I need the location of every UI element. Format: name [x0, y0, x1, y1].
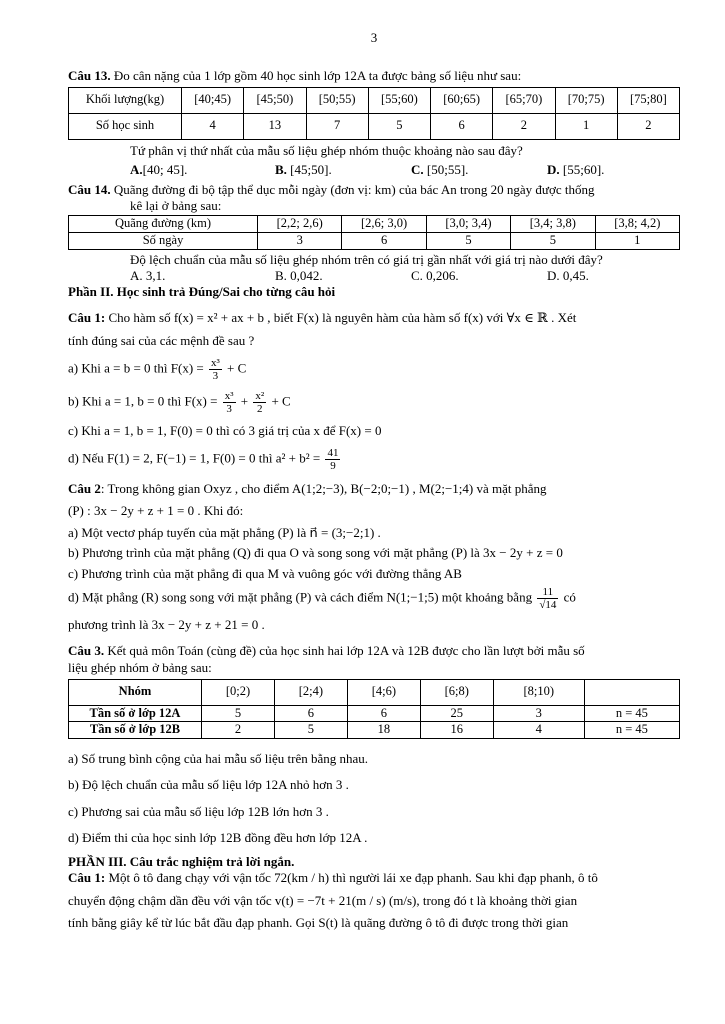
table-cell: 5	[368, 113, 430, 139]
table-cell: 5	[426, 232, 510, 249]
document-page	[68, 30, 680, 931]
part3-heading: PHẦN III. Câu trắc nghiệm trả lời ngắn.	[68, 854, 295, 869]
table-cell: 16	[420, 722, 493, 739]
table-cell: [3,0; 3,4)	[426, 215, 510, 232]
p2-c3-b: b) Độ lệch chuẩn của mẫu số liệu lớp 12A nhỏ hơn 3 .	[68, 777, 349, 793]
choice-d: D. [55;60].	[547, 161, 605, 177]
table-cell: n = 45	[584, 722, 679, 739]
table-cell: [75;80]	[617, 87, 679, 113]
table-cell: 3	[258, 232, 342, 249]
p2-c2-c: c) Phương trình của mặt phẳng đi qua M và vuông góc với đường thẳng AB	[68, 565, 462, 581]
table-cell: [2,2; 2,6)	[258, 215, 342, 232]
p2-c2-stem: Câu 2: Trong không gian Oxyz , cho điểm A(1;2;−3), B(−2;0;−1) , M(2;−1;4) và mặt phẳng	[68, 480, 547, 496]
table-cell: Khối lượng(kg)	[69, 87, 182, 113]
part2-heading: Phần II. Học sinh trả Đúng/Sai cho từng câu hỏi	[68, 284, 336, 299]
table-cell: 6	[347, 705, 420, 722]
table-cell: [2,6; 3,0)	[342, 215, 426, 232]
table-cell: [3,4; 3,8)	[511, 215, 595, 232]
q14-question: Độ lệch chuẩn của mẫu số liệu ghép nhóm trên có giá trị gần nhất với giá trị nào dưới đây?	[130, 251, 603, 267]
table-cell: 1	[595, 232, 679, 249]
table-cell: 5	[202, 705, 275, 722]
q13-choices	[68, 162, 680, 178]
p2-c1-c: c) Khi a = 1, b = 1, F(0) = 0 thì có 3 giá trị của x để F(x) = 0	[68, 423, 382, 439]
table-cell: 1	[555, 113, 617, 139]
q14-text2: kê lại ở bảng sau:	[130, 198, 222, 214]
p2-c1-a: a) Khi a = b = 0 thì F(x) = $\frac{\text{x³}}{3}$ + C	[68, 356, 247, 382]
table-row	[69, 722, 680, 739]
fraction: $\frac{\text{x³}}{3}$	[210, 356, 220, 382]
p2-c3-table	[68, 679, 680, 739]
p2-c3-c: c) Phương sai của mẫu số liệu lớp 12B lớn hơn 3 .	[68, 803, 329, 819]
choice-c: C. [50;55].	[411, 161, 469, 177]
table-cell: n = 45	[584, 705, 679, 722]
table-cell: 25	[420, 705, 493, 722]
fraction: $\frac{\text{x³}}{3}$	[224, 389, 234, 416]
q13-table	[68, 87, 680, 140]
p2-c3-a: a) Số trung bình cộng của hai mẫu số liệu trên bằng nhau.	[68, 751, 369, 766]
table-cell: 18	[347, 722, 420, 739]
table-cell: [55;60)	[368, 87, 430, 113]
q14-table	[68, 215, 680, 250]
choice-a: A.[40; 45].	[130, 161, 188, 177]
table-row	[69, 705, 680, 722]
table-cell: Quãng đường (km)	[69, 215, 258, 232]
table-cell: 6	[431, 113, 493, 139]
table-cell: Tần số ở lớp 12A	[69, 705, 202, 722]
table-cell: Số ngày	[69, 232, 258, 249]
table-cell: 5	[274, 722, 347, 739]
choice-d: D. 0,45.	[547, 267, 589, 283]
table-cell: 2	[493, 113, 555, 139]
p3-c1-line1: Câu 1: Một ô tô đang chạy với vận tốc 72(km / h) thì người lái xe đạp phanh. Sau khi đạp phanh, ô tô	[68, 870, 598, 886]
q13-label: Câu 13.	[68, 68, 111, 84]
choice-b: B. [45;50].	[275, 161, 332, 177]
table-cell: 5	[511, 232, 595, 249]
table-cell: [50;55)	[306, 87, 368, 113]
table-cell: 2	[617, 113, 679, 139]
table-cell: 7	[306, 113, 368, 139]
table-row	[69, 113, 680, 139]
table-cell: Số học sinh	[69, 113, 182, 139]
p2-c3-text2: liệu ghép nhóm ở bảng sau:	[68, 659, 212, 675]
table-cell: 2	[202, 722, 275, 739]
p2-c1-stem: Câu 1: Cho hàm số f(x) = x² + ax + b , biết F(x) là nguyên hàm của hàm số f(x) với ∀x ∈ ℝ . Xét	[68, 310, 577, 326]
q14-choices	[68, 268, 680, 284]
table-cell: [40;45)	[182, 87, 244, 113]
p2-c2-a: a) Một vectơ pháp tuyến của mặt phẳng (P) là n⃗ = (3;−2;1) .	[68, 525, 381, 541]
fraction: $\frac{41}{9}$	[327, 447, 339, 473]
table-cell: 4	[493, 722, 584, 739]
table-row	[69, 232, 680, 249]
table-cell: [60;65)	[431, 87, 493, 113]
choice-a: A. 3,1.	[130, 267, 166, 283]
table-cell: 4	[182, 113, 244, 139]
page-number: 3	[370, 30, 378, 45]
table-cell: [2;4)	[274, 679, 347, 705]
table-cell: [8;10)	[493, 679, 584, 705]
p3-c1-line2: chuyển động chậm dần đều với vận tốc v(t) = −7t + 21(m / s) (m/s), trong đó t là khoảng thời gian	[68, 892, 578, 908]
q14-label: Câu 14.	[68, 182, 111, 197]
table-cell: [4;6)	[347, 679, 420, 705]
table-cell: 6	[342, 232, 426, 249]
table-row	[69, 87, 680, 113]
table-cell: 3	[493, 705, 584, 722]
fraction: $\frac{11}{√14}$	[539, 585, 557, 611]
q13-stem	[68, 68, 680, 84]
choice-c: C. 0,206.	[411, 267, 459, 283]
p3-c1-line3: tính bằng giây kể từ lúc bắt đầu đạp phanh. Gọi S(t) là quãng đường ô tô đi được trong thời gian	[68, 914, 569, 930]
table-cell: 6	[274, 705, 347, 722]
p2-c2-d: d) Mặt phẳng (R) song song với mặt phẳng (P) và cách điểm N(1;−1;5) một khoảng bằng $\frac{11}{√14}$ có	[68, 585, 576, 611]
p2-c1-b: b) Khi a = 1, b = 0 thì F(x) = $\frac{\text{x³}}{3}$ + $\frac{\text{x²}}{2}$ + C	[68, 389, 291, 416]
table-row	[69, 215, 680, 232]
fraction: $\frac{\text{x²}}{2}$	[255, 389, 265, 416]
table-cell: [45;50)	[244, 87, 306, 113]
q13-question: Tứ phân vị thứ nhất của mẫu số liệu ghép nhóm thuộc khoảng nào sau đây?	[130, 142, 523, 158]
choice-b: B. 0,042.	[275, 267, 323, 283]
table-cell: [6;8)	[420, 679, 493, 705]
table-cell: [3,8; 4,2)	[595, 215, 679, 232]
p2-c3-stem: Câu 3. Kết quả môn Toán (cùng đề) của học sinh hai lớp 12A và 12B được cho lần lượt bởi mẫu số	[68, 643, 585, 659]
table-cell: 13	[244, 113, 306, 139]
table-row	[69, 679, 680, 705]
p2-c2-d-line2: phương trình là 3x − 2y + z + 21 = 0 .	[68, 617, 265, 632]
q14-stem	[68, 182, 680, 198]
table-cell: Nhóm	[69, 679, 202, 705]
table-cell: [70;75)	[555, 87, 617, 113]
p2-c1-d: d) Nếu F(1) = 2, F(−1) = 1, F(0) = 0 thì a² + b² = $\frac{41}{9}$	[68, 447, 339, 473]
q14-text1: Quãng đường đi bộ tập thể dục mỗi ngày (đơn vị: km) của bác An trong 20 ngày được thống	[113, 182, 595, 197]
table-cell: [65;70)	[493, 87, 555, 113]
p2-c3-d: d) Điểm thi của học sinh lớp 12B đồng đều hơn lớp 12A .	[68, 829, 368, 845]
p2-c2-text2: (P) : 3x − 2y + z + 1 = 0 . Khi đó:	[68, 502, 244, 518]
q13-text: Đo cân nặng của 1 lớp gồm 40 học sinh lớp 12A ta được bảng số liệu như sau:	[113, 68, 522, 84]
table-cell: Tần số ở lớp 12B	[69, 722, 202, 739]
table-cell	[584, 679, 679, 705]
p2-c1-text2: tính đúng sai của các mệnh đề sau ?	[68, 332, 255, 348]
table-cell: [0;2)	[202, 679, 275, 705]
p2-c2-b: b) Phương trình của mặt phẳng (Q) đi qua O và song song với mặt phẳng (P) là 3x − 2y + z = 0	[68, 545, 563, 561]
